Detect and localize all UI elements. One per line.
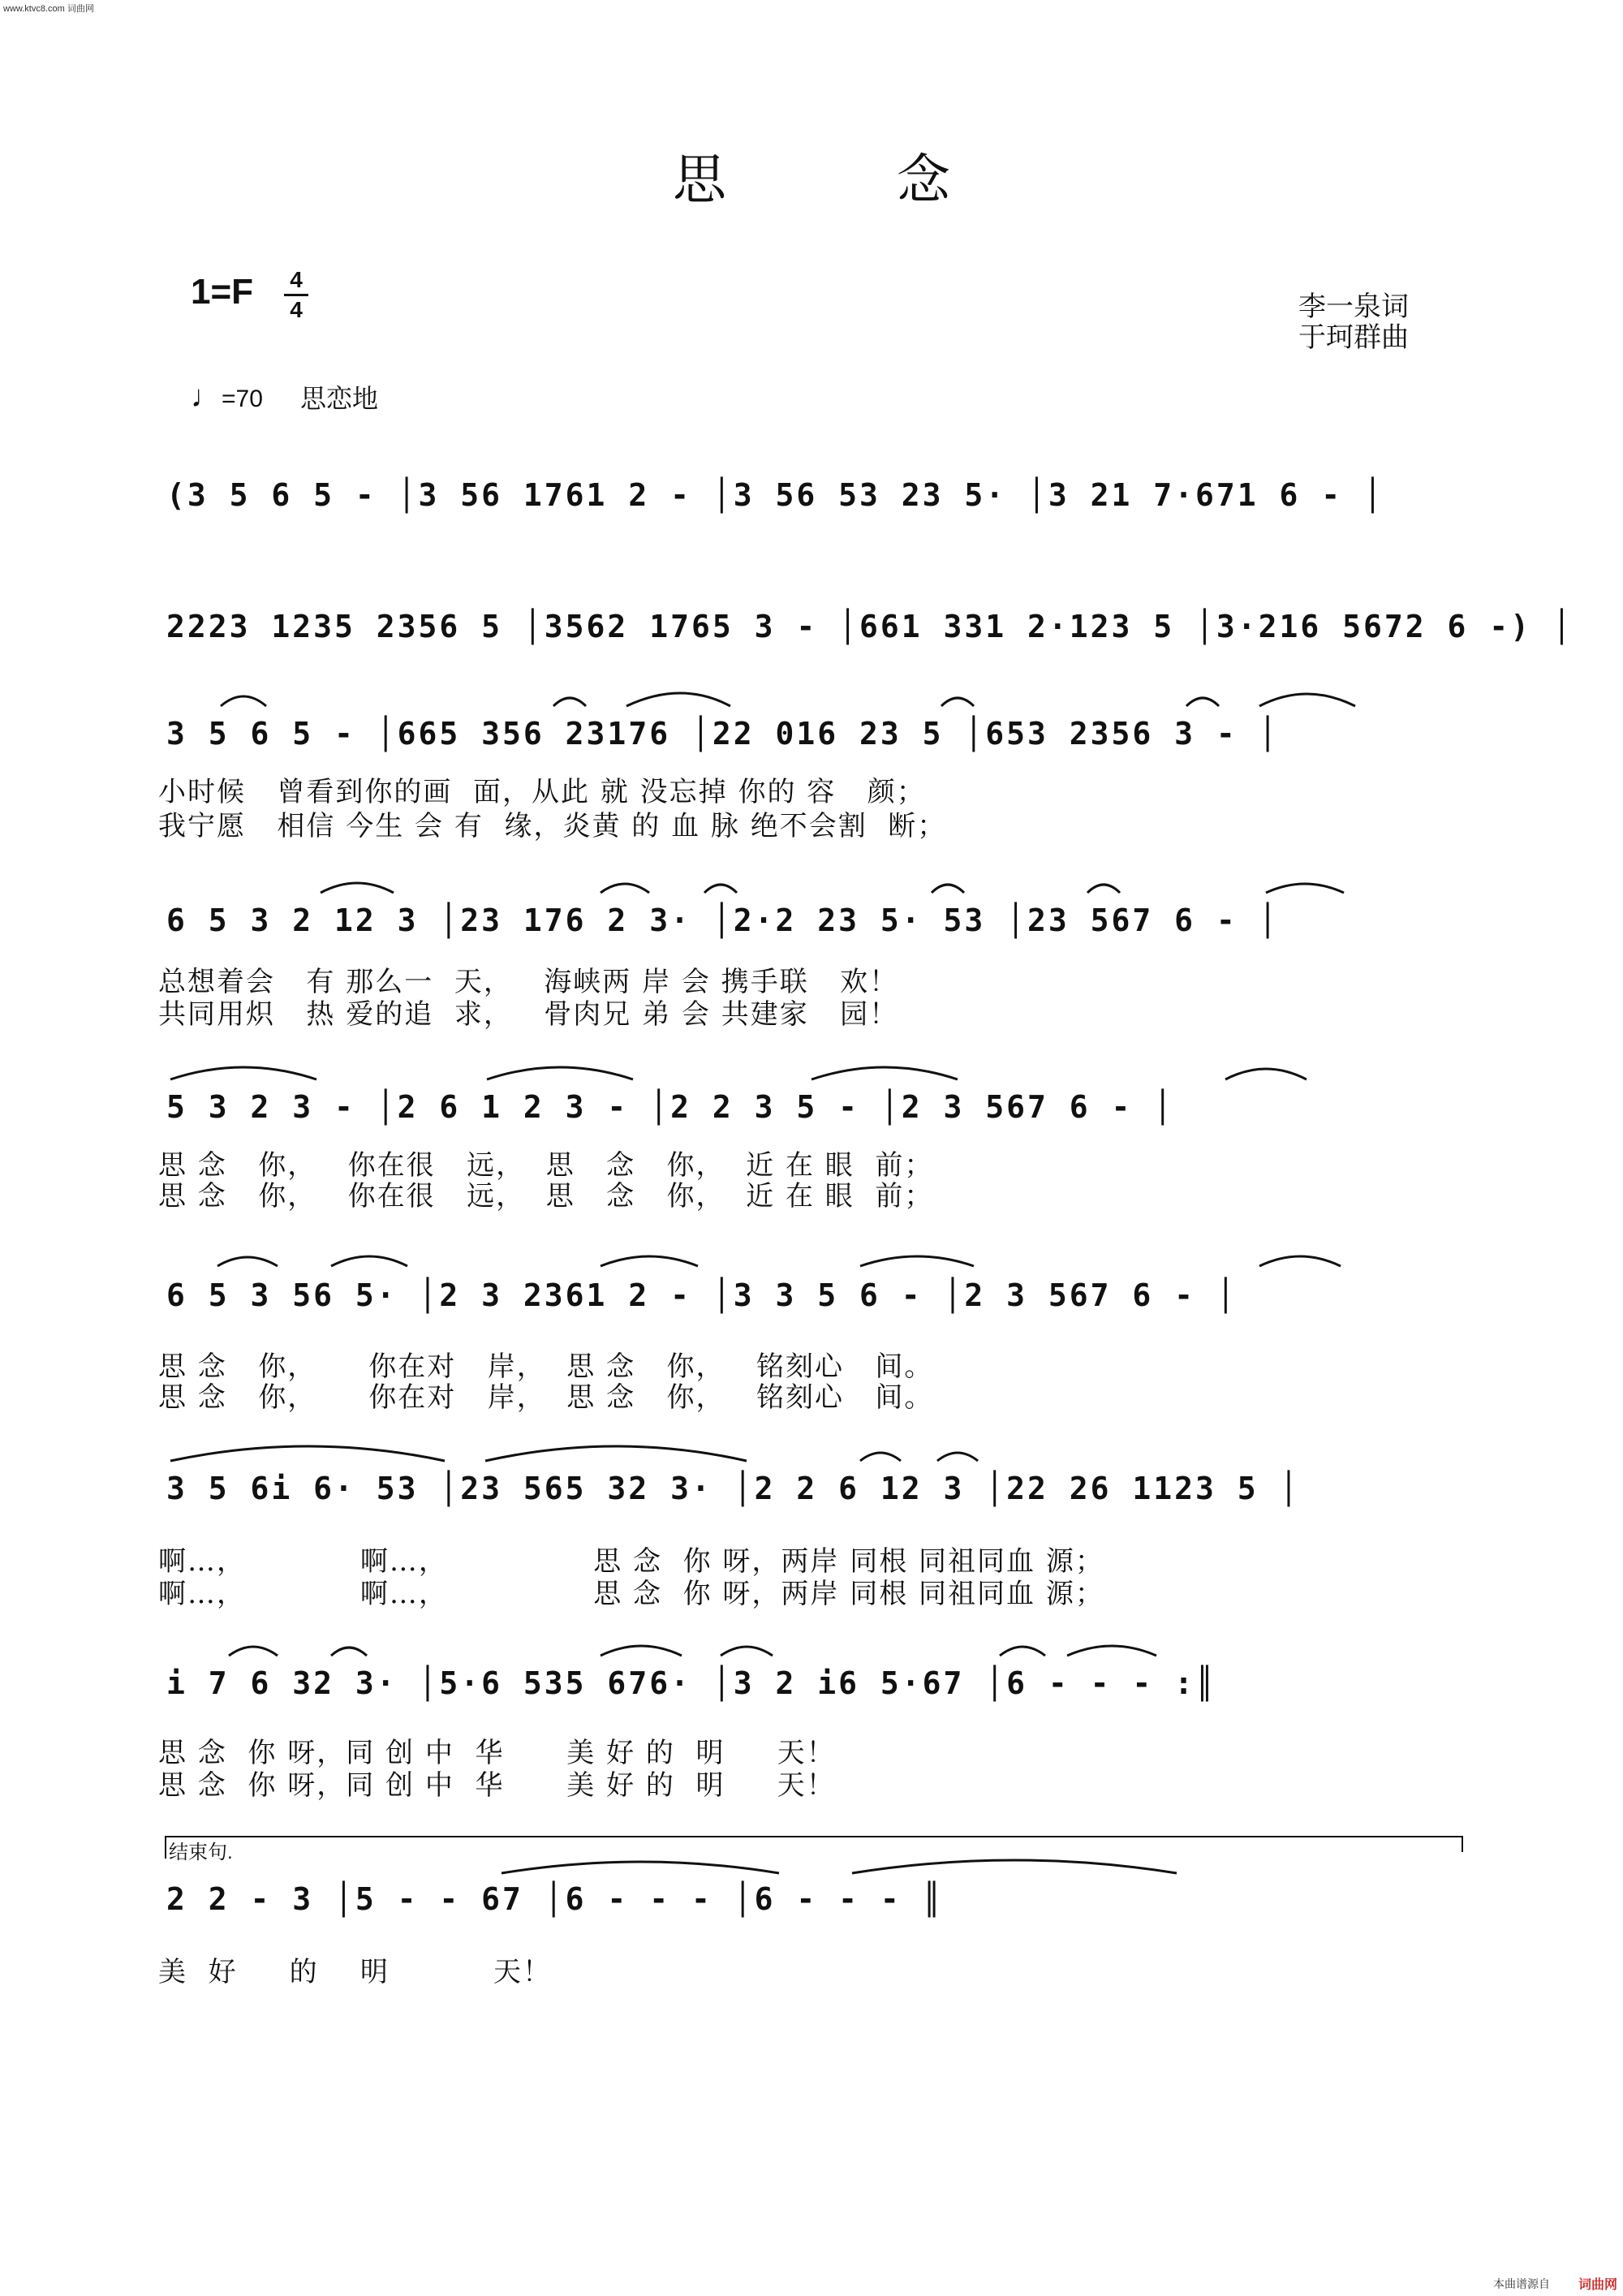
composer-credit: 于珂群曲 xyxy=(1298,321,1409,354)
slur xyxy=(860,1453,901,1461)
slur xyxy=(1000,1647,1045,1656)
lyric-line-4-verse-2: 共同用炽 热 爱的追 求， 骨肉兄 弟 会 共建家 园！ xyxy=(158,998,899,1031)
song-title: 思念 xyxy=(673,149,1121,211)
score-line-3: 3 5 6 5 - │665 356 23176 │22 016 23 5 │653 2356 3 - │ xyxy=(166,716,1280,752)
slur xyxy=(229,1647,278,1656)
site-watermark: www.ktvc8.com 词曲网 xyxy=(3,4,94,14)
score-line-5: 5 3 2 3 - │2 6 1 2 3 - │2 2 3 5 - │2 3 567 6 - │ xyxy=(166,1089,1175,1125)
time-signature-divider xyxy=(284,294,308,296)
slur xyxy=(1259,694,1355,706)
lyric-line-6-verse-1: 思 念 你， 你在对 岸， 思 念 你， 铭刻心 间。 xyxy=(158,1350,934,1383)
score-line-4: 6 5 3 2 12 3 │23 176 2 3· │2·2 23 5· 53 │23 567 6 - │ xyxy=(166,902,1280,938)
coda-bracket-left xyxy=(165,1836,166,1859)
slur xyxy=(170,1446,445,1461)
slur xyxy=(331,1648,367,1656)
lyric-line-6-verse-2: 思 念 你， 你在对 岸， 思 念 你， 铭刻心 间。 xyxy=(158,1381,934,1414)
slur xyxy=(221,696,266,706)
score-line-2: 2223 1235 2356 5 │3562 1765 3 - │661 331 2·123 5 │3·216 5672 6 -) │ xyxy=(166,609,1573,644)
slur xyxy=(170,1067,316,1079)
slur xyxy=(601,1646,682,1656)
coda-bracket-top xyxy=(165,1836,1463,1837)
tempo-value: =70 xyxy=(222,386,263,412)
footer-source-label: 本曲谱源自 xyxy=(1493,2277,1550,2290)
slur xyxy=(721,1647,773,1656)
lyric-line-8-verse-1: 思 念 你 呀，同 创 中 华 美 好 的 明 天！ xyxy=(158,1737,836,1769)
coda-label: 结束句. xyxy=(169,1842,233,1863)
score-line-8: i 7 6 32 3· │5·6 535 676· │3 2 i6 5·67 │6 - - - :║ xyxy=(166,1665,1216,1701)
slur xyxy=(553,698,586,706)
coda-score-line: 2 2 - 3 │5 - - 67 │6 - - - │6 - - - ║ xyxy=(166,1881,944,1917)
slur xyxy=(1186,698,1219,706)
slur xyxy=(601,1256,698,1266)
slur xyxy=(487,1067,633,1079)
time-signature xyxy=(284,268,308,322)
slur xyxy=(1067,1646,1156,1656)
time-signature-bottom: 4 xyxy=(290,297,303,322)
coda-bracket-right xyxy=(1462,1836,1463,1852)
slur xyxy=(860,1256,974,1266)
score-line-7: 3 5 6i 6· 53 │23 565 32 3· │2 2 6 12 3 │22 26 1123 5 │ xyxy=(166,1471,1301,1506)
lyric-line-5-verse-1: 思 念 你， 你在很 远， 思 念 你， 近 在 眼 前； xyxy=(158,1149,934,1182)
coda-lyric-line: 美 好 的 明 天！ xyxy=(158,1956,552,1988)
tempo-marking xyxy=(191,380,263,415)
lyric-line-7-verse-1: 啊…， 啊…， 思 念 你 呀，两岸 同根 同祖同血 源； xyxy=(158,1545,1104,1578)
time-signature-top: 4 xyxy=(290,267,303,292)
slur xyxy=(502,1862,779,1873)
slur xyxy=(626,693,730,706)
slur xyxy=(937,1453,978,1461)
lyric-line-5-verse-2: 思 念 你， 你在很 远， 思 念 你， 近 在 眼 前； xyxy=(158,1180,934,1213)
slur xyxy=(1259,1256,1341,1266)
lyric-line-3-verse-2: 我宁愿 相信 今生 会 有 缘，炎黄 的 血 脉 绝不会割 断； xyxy=(158,810,947,842)
slur xyxy=(1266,884,1344,893)
slur xyxy=(932,885,964,893)
quarter-note-icon: ♩ xyxy=(191,380,222,414)
score-line-1: (3 5 6 5 - │3 56 1761 2 - │3 56 53 23 5· │3 21 7·671 6 - │ xyxy=(166,477,1384,513)
slur xyxy=(331,1256,407,1266)
lyric-line-7-verse-2: 啊…， 啊…， 思 念 你 呀，两岸 同根 同祖同血 源； xyxy=(158,1578,1104,1610)
score-line-6: 6 5 3 56 5· │2 3 2361 2 - │3 3 5 6 - │2 3 567 6 - │ xyxy=(166,1277,1238,1313)
slur xyxy=(485,1446,747,1461)
slur xyxy=(321,883,394,893)
lyric-line-4-verse-1: 总想着会 有 那么一 天， 海峡两 岸 会 携手联 欢！ xyxy=(158,966,899,998)
slur xyxy=(1087,885,1120,893)
key-signature: 1=F xyxy=(191,272,254,312)
expression-marking: 思恋地 xyxy=(300,383,379,414)
lyricist-credit: 李一泉词 xyxy=(1298,291,1409,323)
slur xyxy=(704,885,737,893)
slur xyxy=(812,1067,958,1079)
lyric-line-8-verse-2: 思 念 你 呀，同 创 中 华 美 好 的 明 天！ xyxy=(158,1769,836,1802)
slur xyxy=(852,1860,1177,1873)
slur xyxy=(941,698,974,706)
slur xyxy=(1225,1069,1307,1079)
footer-site-logo: 词曲网 xyxy=(1578,2278,1618,2292)
slur xyxy=(217,1257,278,1266)
lyric-line-3-verse-1: 小时候 曾看到你的画 面，从此 就 没忘掉 你的 容 颜； xyxy=(158,776,926,808)
slur xyxy=(601,884,649,893)
